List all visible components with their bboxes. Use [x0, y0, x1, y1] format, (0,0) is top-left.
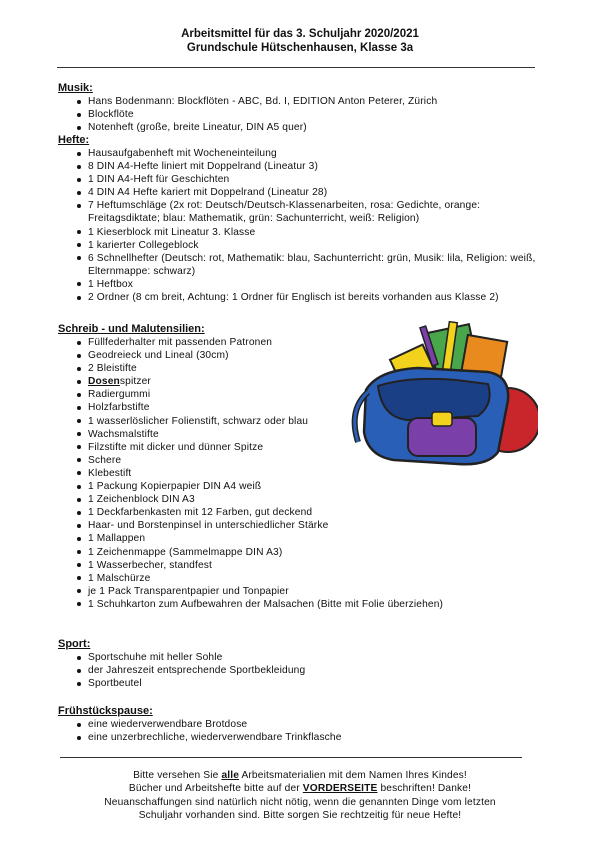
section-sport [58, 638, 543, 690]
list-item: 8 DIN A4-Hefte liniert mit Doppelrand (Lineatur 3) [58, 160, 543, 173]
dosen-emphasis: Dosen [88, 376, 120, 388]
list-item: Sportschuhe mit heller Sohle [58, 651, 543, 664]
heading-hefte: Hefte: [58, 134, 90, 146]
footer-line-1 [60, 769, 540, 782]
list-item: Sportbeutel [58, 677, 543, 690]
list-item: eine unzerbrechliche, wiederverwendbare Trinkflasche [58, 731, 543, 744]
list-item: Notenheft (große, breite Lineatur, DIN A5 quer) [58, 121, 543, 134]
list-item: Hans Bodenmann: Blockflöten - ABC, Bd. I, EDITION Anton Peterer, Zürich [58, 95, 543, 108]
list-item: Radiergummi [58, 388, 333, 401]
footer-emphasis-vorderseite: VORDERSEITE [302, 783, 378, 795]
list-item: 1 DIN A4-Heft für Geschichten [58, 173, 543, 186]
list-item: Füllfederhalter mit passenden Patronen [58, 336, 333, 349]
list-item: 2 Ordner (8 cm breit, Achtung: 1 Ordner für Englisch ist bereits vorhanden aus Klasse 2) [58, 291, 543, 304]
footer-line-3: Neuanschaffungen sind natürlich nicht nötig, wenn die genannten Dinge vom letzten [104, 796, 496, 808]
list-item: 1 Malschürze [58, 572, 543, 585]
heading-fruehstueck: Frühstückspause: [58, 705, 153, 717]
title-line-1: Arbeitsmittel für das 3. Schuljahr 2020/2021 [181, 28, 419, 40]
list-sport [58, 651, 543, 690]
list-item: 1 Wasserbecher, standfest [58, 559, 543, 572]
heading-schreib: Schreib - und Malutensilien: [58, 323, 205, 335]
list-item: 1 Deckfarbenkasten mit 12 Farben, gut deckend [58, 506, 543, 519]
heading-musik: Musik: [58, 82, 93, 94]
list-item: 1 Mallappen [58, 532, 543, 545]
list-item: 2 Bleistifte [58, 362, 333, 375]
section-hefte [58, 134, 543, 304]
list-item: Schere [58, 454, 543, 467]
list-item: 1 Zeichenblock DIN A3 [58, 493, 543, 506]
list-item: Blockflöte [58, 108, 543, 121]
list-item: Holzfarbstifte [58, 401, 333, 414]
list-item: 6 Schnellhefter (Deutsch: rot, Mathematik: blau, Sachunterricht: grün, Musik: lila, Religion: weiß, Elternmappe: schwarz) [58, 252, 543, 278]
list-item: 4 DIN A4 Hefte kariert mit Doppelrand (Lineatur 28) [58, 186, 543, 199]
list-item: Wachsmalstifte [58, 428, 543, 441]
list-item: Geodreieck und Lineal (30cm) [58, 349, 333, 362]
footer-text: Bitte versehen Sie [133, 770, 222, 781]
section-musik [58, 82, 543, 134]
footer-emphasis-alle: alle [221, 770, 240, 781]
list-item: 1 Zeichenmappe (Sammelmappe DIN A3) [58, 546, 543, 559]
list-item: 1 Packung Kopierpapier DIN A4 weiß [58, 480, 543, 493]
top-divider [57, 67, 535, 68]
list-item: eine wiederverwendbare Brotdose [58, 718, 543, 731]
list-item: 1 Schuhkarton zum Aufbewahren der Malsachen (Bitte mit Folie überziehen) [58, 598, 543, 611]
footer-text: Arbeitsmaterialien mit dem Namen Ihres Kindes! [239, 770, 467, 781]
list-item: 7 Heftumschläge (2x rot: Deutsch/Deutsch-Klassenarbeiten, rosa: Gedichte, orange: Freitagsdiktate; blau: Mathematik, grün: Sachunterricht, weiß: Religion) [58, 199, 543, 225]
list-musik [58, 95, 543, 134]
list-item: 1 wasserlöslicher Folienstift, schwarz oder blau [58, 415, 543, 428]
dosen-rest: spitzer [119, 376, 151, 388]
list-item: 1 karierter Collegeblock [58, 239, 543, 252]
list-item: Filzstifte mit dicker und dünner Spitze [58, 441, 543, 454]
list-item: je 1 Pack Transparentpapier und Tonpapier [58, 585, 543, 598]
list-item [58, 375, 333, 388]
heading-sport: Sport: [58, 638, 91, 650]
list-hefte [58, 147, 543, 304]
title-line-2: Grundschule Hütschenhausen, Klasse 3a [186, 42, 414, 54]
list-item: 1 Heftbox [58, 278, 543, 291]
bottom-divider [60, 757, 522, 758]
footer-note [60, 769, 540, 823]
list-item: Klebestift [58, 467, 543, 480]
list-item: 1 Kieserblock mit Lineatur 3. Klasse [58, 226, 543, 239]
section-fruehstueck [58, 705, 543, 744]
schoolbag-clipart [338, 320, 538, 470]
footer-line-4: Schuljahr vorhanden sind. Bitte sorgen Sie rechtzeitig für neue Hefte! [138, 810, 462, 822]
footer-text: beschriften! Danke! [377, 783, 472, 795]
list-item: Haar- und Borstenpinsel in unterschiedlicher Stärke [58, 519, 543, 532]
footer-text: Bücher und Arbeitshefte bitte auf der [128, 783, 303, 795]
list-fruehstueck [58, 718, 543, 744]
list-item: der Jahreszeit entsprechende Sportbekleidung [58, 664, 543, 677]
footer-line-2 [60, 782, 540, 795]
list-item: Hausaufgabenheft mit Wocheneinteilung [58, 147, 543, 160]
